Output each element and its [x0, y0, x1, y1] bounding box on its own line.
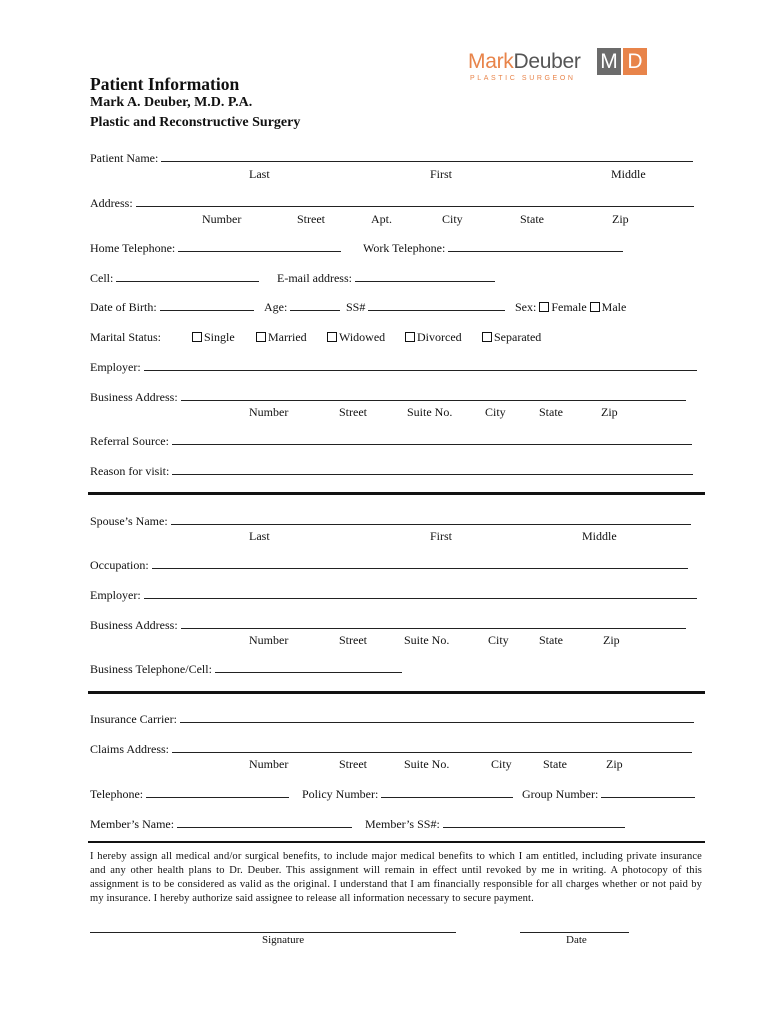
insurance-carrier-line[interactable]: [180, 712, 694, 723]
field-label: Member’s Name:: [90, 817, 175, 831]
occupation-field[interactable]: [90, 558, 688, 573]
option-label: Married: [268, 330, 307, 344]
occupation-line[interactable]: [152, 558, 688, 569]
work-telephone-line[interactable]: [448, 241, 623, 252]
sub-label-middle: Middle: [611, 167, 646, 181]
option-label: Separated: [494, 330, 542, 344]
member-ss-line[interactable]: [443, 817, 625, 828]
business-address-field[interactable]: [90, 390, 686, 405]
sub-label-first: First: [430, 167, 453, 181]
claims-address-field[interactable]: [90, 742, 692, 757]
marital-married[interactable]: [256, 330, 307, 345]
marital-single[interactable]: [192, 330, 235, 345]
sub-label-last: Last: [249, 529, 270, 543]
insurance-telephone-field[interactable]: [90, 787, 289, 802]
checkbox-widowed[interactable]: [327, 332, 337, 342]
business-address-line[interactable]: [181, 390, 686, 401]
sub-label-state: State: [539, 405, 563, 419]
dob-field[interactable]: [90, 300, 254, 315]
field-label: Date of Birth:: [90, 300, 157, 314]
logo-name-first: Mark: [468, 50, 514, 73]
referral-source-line[interactable]: [172, 434, 692, 445]
page-title: Patient Information: [90, 74, 240, 94]
policy-number-field[interactable]: [302, 787, 513, 802]
sub-label-street: Street: [339, 757, 367, 771]
field-label: Occupation:: [90, 558, 149, 572]
field-label: Cell:: [90, 271, 114, 285]
logo-subtitle: PLASTIC SURGEON: [470, 75, 576, 82]
sub-label-city: City: [442, 212, 463, 226]
sub-label-street: Street: [297, 212, 325, 226]
field-label: Sex:: [515, 300, 537, 314]
sub-label-middle: Middle: [582, 529, 617, 543]
sub-label-suite: Suite No.: [404, 633, 450, 647]
option-label: Single: [204, 330, 235, 344]
address-line[interactable]: [136, 196, 694, 207]
field-label: E-mail address:: [277, 271, 352, 285]
checkbox-single[interactable]: [192, 332, 202, 342]
sub-label-zip: Zip: [603, 633, 620, 647]
logo-md-d: D: [623, 48, 647, 75]
sub-label-number: Number: [202, 212, 242, 226]
practice-specialty: Plastic and Reconstructive Surgery: [90, 115, 301, 130]
business-telephone-line[interactable]: [215, 662, 402, 673]
checkbox-separated[interactable]: [482, 332, 492, 342]
field-label: Business Address:: [90, 390, 178, 404]
email-field[interactable]: [277, 271, 495, 286]
member-ss-field[interactable]: [365, 817, 625, 832]
sub-label-city: City: [488, 633, 509, 647]
reason-for-visit-field[interactable]: [90, 464, 693, 479]
member-name-line[interactable]: [177, 817, 352, 828]
sub-label-zip: Zip: [606, 757, 623, 771]
field-label: Patient Name:: [90, 151, 159, 165]
spouse-name-line[interactable]: [171, 514, 691, 525]
sex-field: [515, 300, 626, 315]
field-label: Spouse’s Name:: [90, 514, 168, 528]
sub-label-city: City: [491, 757, 512, 771]
sub-label-first: First: [430, 529, 453, 543]
field-label: Employer:: [90, 360, 141, 374]
logo-name-last: Deuber: [513, 50, 581, 73]
field-label: Member’s SS#:: [365, 817, 440, 831]
age-line[interactable]: [290, 300, 340, 311]
sub-label-state: State: [520, 212, 544, 226]
logo-md-m: M: [597, 48, 621, 75]
spouse-name-field[interactable]: [90, 514, 691, 529]
work-telephone-field[interactable]: [363, 241, 623, 256]
ss-field[interactable]: [346, 300, 505, 315]
field-label: Insurance Carrier:: [90, 712, 177, 726]
field-label: Reason for visit:: [90, 464, 170, 478]
spouse-employer-field[interactable]: [90, 588, 697, 603]
reason-for-visit-line[interactable]: [172, 464, 693, 475]
spouse-employer-line[interactable]: [144, 588, 697, 599]
sub-label-suite: Suite No.: [407, 405, 453, 419]
checkbox-married[interactable]: [256, 332, 266, 342]
age-field[interactable]: [264, 300, 340, 315]
section-divider: [88, 841, 705, 843]
date-label: Date: [566, 934, 587, 946]
sub-label-number: Number: [249, 405, 289, 419]
sub-label-last: Last: [249, 167, 270, 181]
member-name-field[interactable]: [90, 817, 352, 832]
sub-label-street: Street: [339, 633, 367, 647]
employer-line[interactable]: [144, 360, 697, 371]
sub-label-zip: Zip: [612, 212, 629, 226]
option-male: Male: [601, 300, 627, 314]
option-label: Widowed: [339, 330, 386, 344]
checkbox-female[interactable]: [539, 302, 549, 312]
practice-name: Mark A. Deuber, M.D. P.A.: [90, 95, 253, 110]
section-divider: [88, 691, 705, 694]
checkbox-divorced[interactable]: [405, 332, 415, 342]
dob-line[interactable]: [160, 300, 254, 311]
field-label: Address:: [90, 196, 133, 210]
sub-label-number: Number: [249, 633, 289, 647]
sub-label-city: City: [485, 405, 506, 419]
logo-wordmark: [468, 50, 581, 74]
sub-label-zip: Zip: [601, 405, 618, 419]
home-telephone-field[interactable]: [90, 241, 341, 256]
sub-label-state: State: [539, 633, 563, 647]
insurance-telephone-line[interactable]: [146, 787, 289, 798]
field-label: Work Telephone:: [363, 241, 446, 255]
checkbox-male[interactable]: [590, 302, 600, 312]
policy-number-line[interactable]: [381, 787, 513, 798]
patient-name-line[interactable]: [161, 151, 693, 162]
marital-widowed[interactable]: [327, 330, 385, 345]
referral-source-field[interactable]: [90, 434, 692, 449]
insurance-carrier-field[interactable]: [90, 712, 694, 727]
field-label: Business Address:: [90, 618, 178, 632]
employer-field[interactable]: [90, 360, 697, 375]
home-telephone-line[interactable]: [178, 241, 341, 252]
claims-address-line[interactable]: [172, 742, 692, 753]
section-divider: [88, 492, 705, 495]
email-line[interactable]: [355, 271, 495, 282]
marital-divorced[interactable]: [405, 330, 462, 345]
field-label: Group Number:: [522, 787, 599, 801]
sub-label-number: Number: [249, 757, 289, 771]
sub-label-suite: Suite No.: [404, 757, 450, 771]
sub-label-apt: Apt.: [371, 212, 392, 226]
spouse-business-address-field[interactable]: [90, 618, 686, 633]
assignment-statement: I hereby assign all medical and/or surgical benefits, to include major medical benefits to which I am entitled, including private insurance and any other health plans to Dr. Deuber. This assignment will remain in effect until revoked by me in writing. A photocopy of this assignment is to be considered as valid as the original. I understand that I am financially responsible for all charges whether or not paid by my insurance. I hereby authorize said assignee to release all information necessary to secure payment.: [90, 851, 702, 904]
group-number-field[interactable]: [522, 787, 695, 802]
spouse-business-address-line[interactable]: [181, 618, 686, 629]
patient-name-field[interactable]: [90, 151, 693, 166]
field-label: Business Telephone/Cell:: [90, 662, 212, 676]
sub-label-street: Street: [339, 405, 367, 419]
field-label: Policy Number:: [302, 787, 379, 801]
group-number-line[interactable]: [601, 787, 695, 798]
cell-line[interactable]: [116, 271, 259, 282]
field-label: Telephone:: [90, 787, 144, 801]
business-telephone-field[interactable]: [90, 662, 402, 677]
date-line[interactable]: [520, 931, 629, 933]
field-label: Claims Address:: [90, 742, 170, 756]
field-label: Referral Source:: [90, 434, 169, 448]
option-label: Divorced: [417, 330, 462, 344]
address-field[interactable]: [90, 196, 694, 211]
marital-separated[interactable]: [482, 330, 541, 345]
signature-line[interactable]: [90, 931, 456, 933]
field-label: SS#: [346, 300, 366, 314]
marital-status-label: Marital Status:: [90, 330, 161, 344]
sub-label-state: State: [543, 757, 567, 771]
field-label: Age:: [264, 300, 288, 314]
option-female: Female: [551, 300, 587, 314]
field-label: Home Telephone:: [90, 241, 176, 255]
field-label: Employer:: [90, 588, 141, 602]
signature-label: Signature: [262, 934, 305, 946]
cell-field[interactable]: [90, 271, 259, 286]
ss-line[interactable]: [368, 300, 505, 311]
